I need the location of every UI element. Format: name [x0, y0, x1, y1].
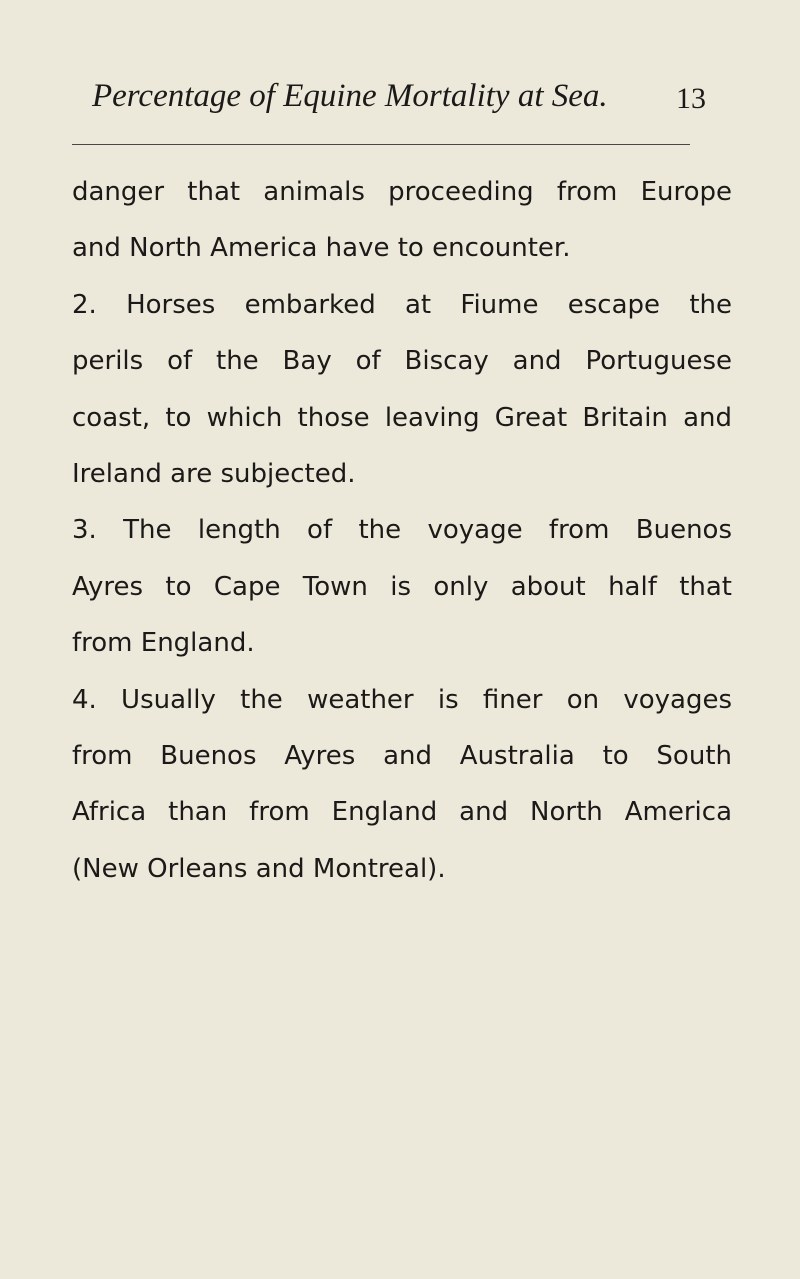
text-line: perils of the Bay of Biscay and Portuguese [72, 346, 732, 377]
text-line: from England. [72, 628, 255, 659]
text-line: 4. Usually the weather is finer on voyages [72, 684, 732, 715]
page-number: 13 [676, 82, 706, 115]
text-line: Ireland are subjected. [72, 458, 356, 489]
running-head [92, 70, 712, 130]
text-line: (New Orleans and Montreal). [72, 853, 446, 884]
header-rule [72, 144, 690, 145]
text-line: from Buenos Ayres and Australia to South [72, 740, 732, 771]
text-line: Africa than from England and North America [72, 797, 732, 828]
text-line: coast, to which those leaving Great Britain and [72, 402, 732, 433]
running-title: Percentage of Equine Mortality at Sea. [92, 78, 608, 114]
body-text [72, 164, 732, 897]
text-line: 2. Horses embarked at Fiume escape the [72, 289, 732, 320]
text-line: danger that animals proceeding from Europe [72, 177, 732, 207]
text-line: 3. The length of the voyage from Buenos [72, 515, 732, 546]
text-line: Ayres to Cape Town is only about half that [72, 571, 732, 602]
text-line: and North America have to encounter. [72, 233, 571, 264]
